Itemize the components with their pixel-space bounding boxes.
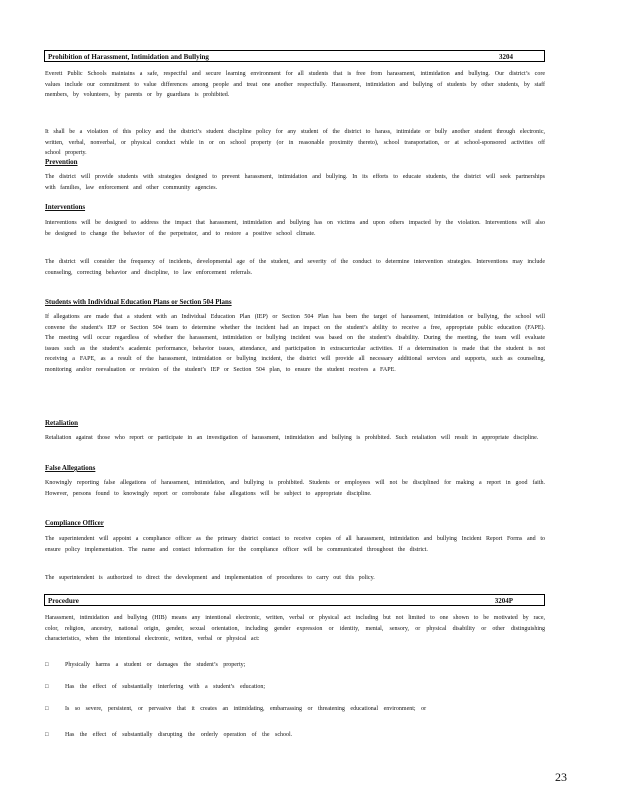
section-title: Prohibition of Harassment, Intimidation and Bullying <box>48 53 209 61</box>
checkbox-icon: □ <box>45 684 49 690</box>
heading-retaliation: Retaliation <box>45 419 79 427</box>
page-number: 23 <box>555 770 567 784</box>
paragraph-prevention: The district will provide students with strategies designed to prevent harassment, intimidation and bullying. In its efforts to educate students, the district will seek partnerships with families, law enforcement and other community agencies. <box>45 174 545 191</box>
paragraph-procedures: The superintendent is authorized to direct the development and implementation of procedures to carry out this policy. <box>45 575 375 581</box>
paragraph-intro: Everett Public Schools maintains a safe, respectful and secure learning environment for all students that is free from harassment, intimidation and bullying. Our district’s core values include our commitment to value differences among people and treat one another respectfully. Harassment, intimidation and bullying of students by other students, by staff members, by volunteers, by parents or by guardians is prohibited. <box>45 71 545 98</box>
list-item-text: Has the effect of substantially disrupting the orderly operation of the school. <box>65 732 293 738</box>
heading-prevention: Prevention <box>45 158 78 166</box>
paragraph-hib-definition: Harassment, intimidation and bullying (HIB) means any intentional electronic, written, verbal or physical act including but not limited to one shown to be motivated by race, color, religion, ancestry, national origin, gender, sexual orientation, including gender expression or identity, mental, sensory, or physical disability or other distinguishing characteristics, when the intentional electronic, written, verbal or physical act: <box>45 615 545 642</box>
checkbox-icon: □ <box>45 706 49 712</box>
section-title: Procedure <box>48 597 79 605</box>
checkbox-icon: □ <box>45 732 49 738</box>
paragraph-compliance-officer: The superintendent will appoint a compliance officer as the primary district contact to receive copies of all harassment, intimidation and bullying Incident Report Forms and to ensure policy implementation. The name and contact information for the compliance officer will be communicated throughout the district. <box>45 536 545 553</box>
paragraph-intervention-strategies: The district will consider the frequency of incidents, developmental age of the student, and severity of the conduct to determine intervention strategies. Interventions may include counseling, correcting behavior and discipline, to law enforcement referrals. <box>45 259 545 276</box>
paragraph-interventions: Interventions will be designed to address the impact that harassment, intimidation and bullying has on victims and upon others impacted by the violation. Interventions will also be designed to change the behavior of the perpetrator, and to restore a positive school climate. <box>45 220 545 237</box>
paragraph-false-allegations: Knowingly reporting false allegations of harassment, intimidation, and bullying is prohibited. Students or employees will not be disciplined for making a report in good faith. However, persons found to knowingly report or corroborate false allegations will be subject to appropriate discipline. <box>45 480 545 497</box>
section-number: 3204 <box>499 53 513 61</box>
list-item-text: Has the effect of substantially interfering with a student’s education; <box>65 684 266 690</box>
heading-iep-504: Students with Individual Education Plans or Section 504 Plans <box>45 298 232 306</box>
checkbox-icon: □ <box>45 662 49 668</box>
heading-compliance-officer: Compliance Officer <box>45 519 104 527</box>
heading-false-allegations: False Allegations <box>45 464 96 472</box>
paragraph-iep-504: If allegations are made that a student with an Individual Education Plan (IEP) or Section 504 Plan has been the target of harassment, intimidation or bullying, the school will convene the student’s IEP or Section 504 team to determine whether the incident had an impact on the student’s ability to receive a free, appropriate public education (FAPE). The meeting will occur regardless of whether the harassment, intimidation or bullying incident was based on the student’s disability. During the meeting, the team will evaluate issues such as the student’s academic performance, behavior issues, attendance, and participation in extracurricular activities. If a determination is made that the student is not receiving a FAPE, as a result of the harassment, intimidation or bullying incident, the district will provide all necessary additional services and supports, such as counseling, monitoring and/or reevaluation or revision of the student’s IEP or Section 504 plan, to ensure the student receives a FAPE. <box>45 314 545 373</box>
list-item-text: Physically harms a student or damages the student’s property; <box>65 662 246 668</box>
section-header-policy <box>44 50 545 62</box>
section-number: 3204P <box>494 597 513 605</box>
paragraph-retaliation: Retaliation against those who report or participate in an investigation of harassment, intimidation and bullying is prohibited. Such retaliation will result in appropriate discipline. <box>45 435 539 441</box>
paragraph-violation: It shall be a violation of this policy and the district’s student discipline policy for any student of the district to harass, intimidate or bully another student through electronic, written, verbal, nonverbal, or physical conduct while in or on school property (or in reasonable proximity thereto), school transportation, or at school-sponsored activities off school property. <box>45 129 545 156</box>
section-header-procedure <box>44 594 545 606</box>
list-item-text: Is so severe, persistent, or pervasive that it creates an intimidating, embarrassing or threatening educational environment; or <box>65 706 427 712</box>
heading-interventions: Interventions <box>45 203 86 211</box>
